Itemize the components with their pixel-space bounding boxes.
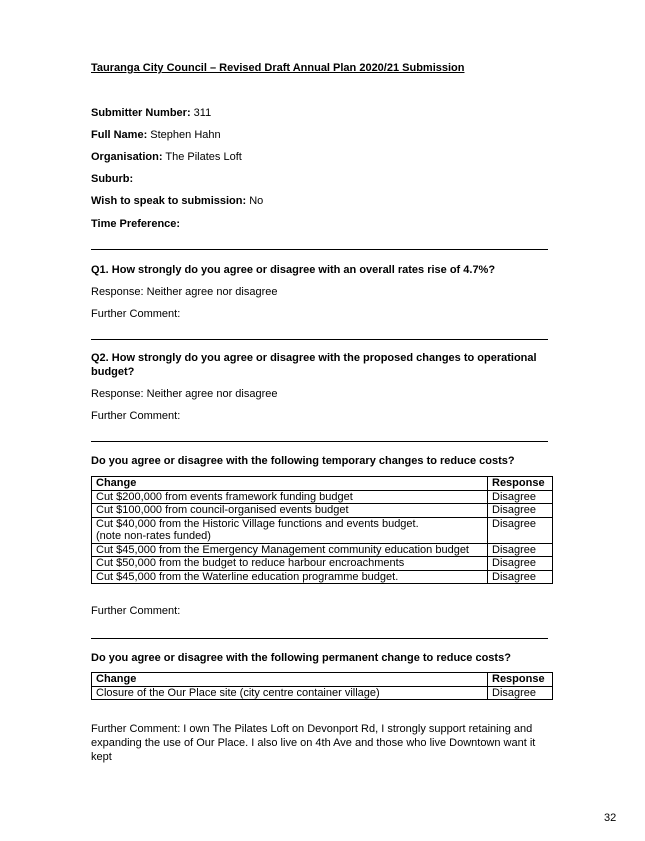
change-cell: Cut $45,000 from the Emergency Management community education budget (92, 543, 488, 557)
q2-response: Response: Neither agree nor disagree (91, 388, 278, 400)
change-cell: Cut $200,000 from events framework funding budget (92, 490, 488, 504)
table-row (92, 490, 553, 504)
response-cell: Disagree (488, 570, 553, 584)
section-divider (91, 249, 548, 250)
field-label: Full Name: (91, 129, 148, 141)
field-label: Organisation: (91, 151, 163, 163)
document-title: Tauranga City Council – Revised Draft Annual Plan 2020/21 Submission (91, 62, 465, 74)
response-cell: Disagree (488, 557, 553, 571)
submitter-number-field (91, 107, 211, 119)
section-divider (91, 339, 548, 340)
permanent-comment: Further Comment: I own The Pilates Loft on Devonport Rd, I strongly support retaining and expanding the use of Our Place. I also live on 4th Ave and those who live Downtown want it kept (91, 723, 536, 763)
field-label: Time Preference: (91, 218, 181, 230)
field-value: 311 (190, 107, 212, 119)
table-row (92, 557, 553, 571)
table-row (92, 686, 553, 700)
response-cell: Disagree (488, 490, 553, 504)
response-cell: Disagree (488, 504, 553, 518)
page-number: 32 (604, 812, 617, 824)
table-row (92, 570, 553, 584)
table-header-row (92, 477, 553, 491)
field-value: Stephen Hahn (147, 129, 221, 141)
field-label: Suburb: (91, 173, 134, 185)
change-cell: Cut $50,000 from the budget to reduce harbour encroachments (92, 557, 488, 571)
table-row (92, 504, 553, 518)
response-column-header: Response (488, 477, 553, 491)
change-column-header: Change (92, 673, 488, 687)
q1-response: Response: Neither agree nor disagree (91, 286, 278, 298)
response-cell: Disagree (488, 543, 553, 557)
field-label: Submitter Number: (91, 107, 191, 119)
table-header-row (92, 673, 553, 687)
organisation-field (91, 151, 242, 163)
change-note: (note non-rates funded) (96, 530, 211, 542)
q1-question: Q1. How strongly do you agree or disagree with an overall rates rise of 4.7%? (91, 264, 496, 276)
suburb-field (91, 173, 133, 185)
change-cell (92, 517, 488, 543)
response-cell: Disagree (488, 686, 553, 700)
wish-to-speak-field (91, 195, 263, 207)
section-divider (91, 441, 548, 442)
temporary-changes-table (91, 476, 553, 584)
change-cell: Closure of the Our Place site (city centre container village) (92, 686, 488, 700)
q1-comment: Further Comment: (91, 308, 181, 320)
field-value: No (246, 195, 264, 207)
q2-comment: Further Comment: (91, 410, 181, 422)
field-label: Wish to speak to submission: (91, 195, 247, 207)
table-row (92, 517, 553, 543)
response-cell: Disagree (488, 517, 553, 543)
q2-question: Q2. How strongly do you agree or disagree with the proposed changes to operational budget? (91, 352, 537, 378)
time-preference-field (91, 218, 180, 230)
field-value: The Pilates Loft (162, 151, 242, 163)
permanent-change-table (91, 672, 553, 700)
change-line: Cut $40,000 from the Historic Village functions and events budget. (96, 517, 419, 530)
change-column-header: Change (92, 477, 488, 491)
change-cell: Cut $100,000 from council-organised events budget (92, 504, 488, 518)
change-cell: Cut $45,000 from the Waterline education programme budget. (92, 570, 488, 584)
response-column-header: Response (488, 673, 553, 687)
permanent-question: Do you agree or disagree with the following permanent change to reduce costs? (91, 652, 511, 664)
temporary-comment: Further Comment: (91, 605, 181, 617)
full-name-field (91, 129, 221, 141)
section-divider (91, 638, 548, 639)
temporary-question: Do you agree or disagree with the following temporary changes to reduce costs? (91, 455, 515, 467)
table-row (92, 543, 553, 557)
